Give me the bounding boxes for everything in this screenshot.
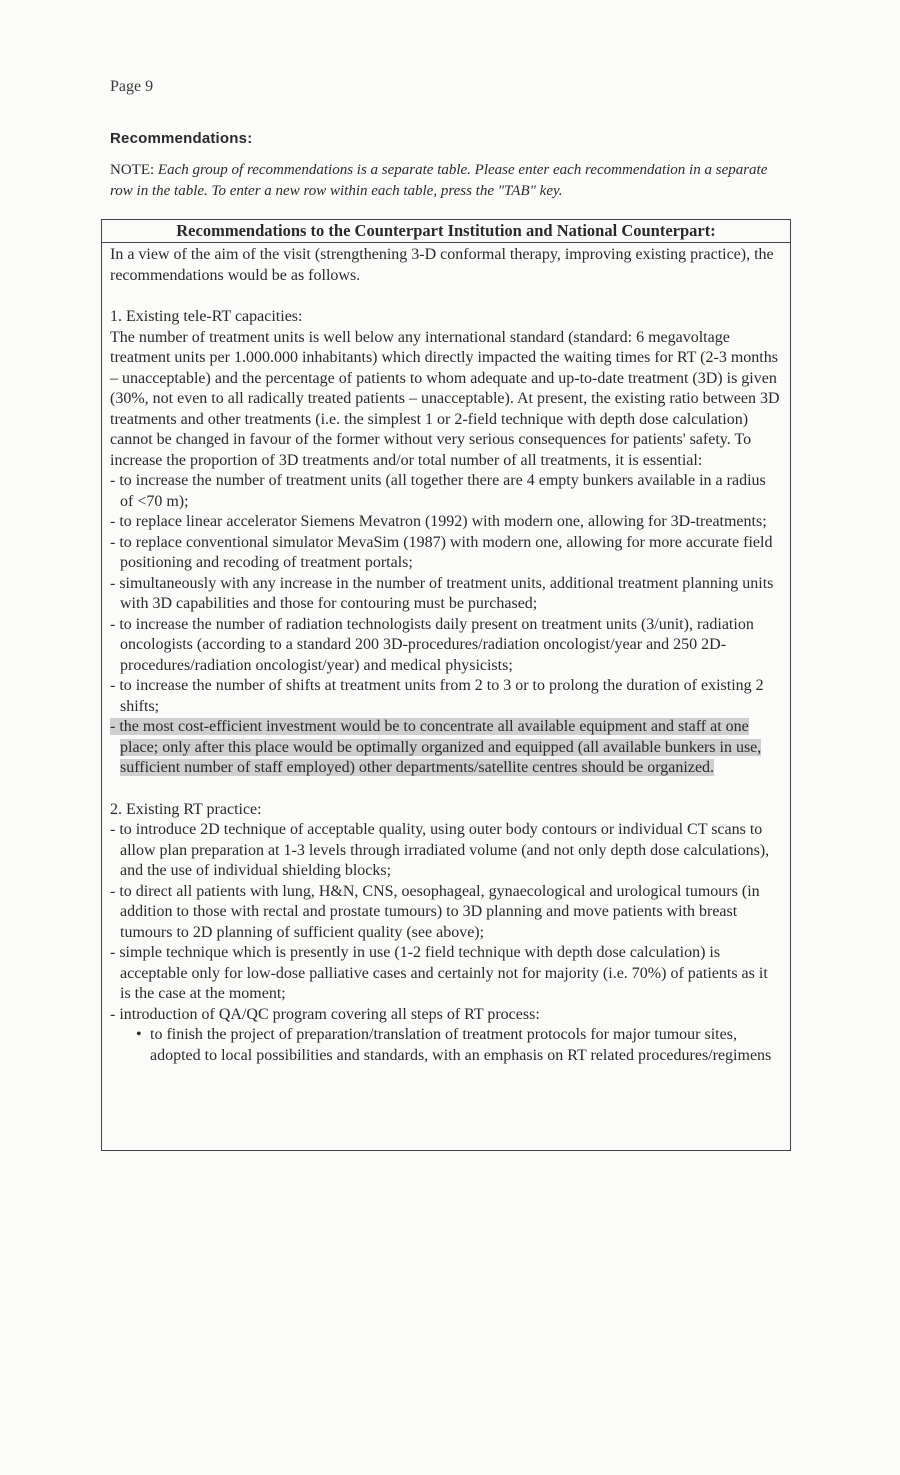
spacer xyxy=(110,779,782,800)
bullet-text: to finish the project of preparation/translation of treatment protocols for major tumour sites, adopted to local possibilities and standards, with an emphasis on RT related procedures/regimens xyxy=(150,1026,772,1064)
list-item: - simultaneously with any increase in the number of treatment units, additional treatment planning units with 3D capabilities and those for contouring must be purchased; xyxy=(110,574,774,612)
recommendations-heading: Recommendations: xyxy=(110,130,253,147)
section1-heading: 1. Existing tele-RT capacities: xyxy=(110,308,303,325)
list-item: - to replace conventional simulator MevaSim (1987) with modern one, allowing for more accurate field positioning and recoding of treatment portals; xyxy=(110,533,773,571)
page-number: Page 9 xyxy=(110,78,154,95)
spacer xyxy=(110,286,782,307)
section1-paragraph: The number of treatment units is well below any international standard (standard: 6 megavoltage treatment units per 1.000.000 inhabitants) which directly impacted the waiting times for RT (2-3 months – unacceptable) and the percentage of patients to whom adequate and up-to-date treatment (3D) is given (30%, not even to all radically treated patients – unacceptable). At present, the existing ratio between 3D treatments and other treatments (i.e. the simplest 1 or 2-field technique with depth dose calculation) cannot be changed in favour of the former without very serious consequences for patients' safety. To increase the proportion of 3D treatments and/or total number of all treatments, it is essential: xyxy=(110,328,780,469)
list-item: - to introduce 2D technique of acceptable quality, using outer body contours or individual CT scans to allow plan preparation at 1-3 levels through irradiated volume (and not only depth dose calculations), and the use of individual shielding blocks; xyxy=(110,821,770,879)
recommendations-table xyxy=(101,219,791,1151)
bullet-item xyxy=(110,1025,782,1066)
list-item: - to replace linear accelerator Siemens Mevatron (1992) with modern one, allowing for 3D-treatments; xyxy=(110,513,767,530)
list-item: - to increase the number of shifts at treatment units from 2 to 3 or to prolong the duration of existing 2 shifts; xyxy=(110,677,764,715)
note-text: Each group of recommendations is a separate table. Please enter each recommendation in a separate row in the table. To enter a new row within each table, press the "TAB" key. xyxy=(110,162,768,199)
table-title: Recommendations to the Counterpart Institution and National Counterpart: xyxy=(102,220,790,243)
highlighted-text: - the most cost-efficient investment would be to concentrate all available equipment and staff at one place; only after this place would be optimally organized and equipped (all available bunkers in use, sufficient number of staff employed) other departments/satellite centres should be organized. xyxy=(110,718,762,776)
note-label: NOTE: xyxy=(110,162,155,178)
section2-heading: 2. Existing RT practice: xyxy=(110,800,262,818)
list-item: - to increase the number of treatment units (all together there are 4 empty bunkers available in a radius of <70 m); xyxy=(110,472,766,510)
highlighted-list-item xyxy=(110,717,782,779)
table-body xyxy=(102,243,790,1066)
intro-paragraph: In a view of the aim of the visit (strengthening 3-D conformal therapy, improving existing practice), the recommendations would be as follows. xyxy=(110,246,774,284)
note xyxy=(110,160,790,202)
list-item: - introduction of QA/QC program covering all steps of RT process: xyxy=(110,1005,540,1023)
list-item: - simple technique which is presently in use (1-2 field technique with depth dose calculation) is acceptable only for low-dose palliative cases and certainly not for majority (i.e. 70%) of patients as it is the case at the moment; xyxy=(110,944,768,1002)
bullet-icon: • xyxy=(136,1026,142,1043)
list-item: - to direct all patients with lung, H&N, CNS, oesophageal, gynaecological and urological tumours (in addition to those with rectal and prostate tumours) to 3D planning and move patients with breast tumours to 2D planning of sufficient quality (see above); xyxy=(110,882,760,941)
list-item: - to increase the number of radiation technologists daily present on treatment units (3/unit), radiation oncologists (according to a standard 200 3D-procedures/radiation oncologist/year and 250 2D-procedures/radiation oncologist/year) and medical physicists; xyxy=(110,615,754,674)
